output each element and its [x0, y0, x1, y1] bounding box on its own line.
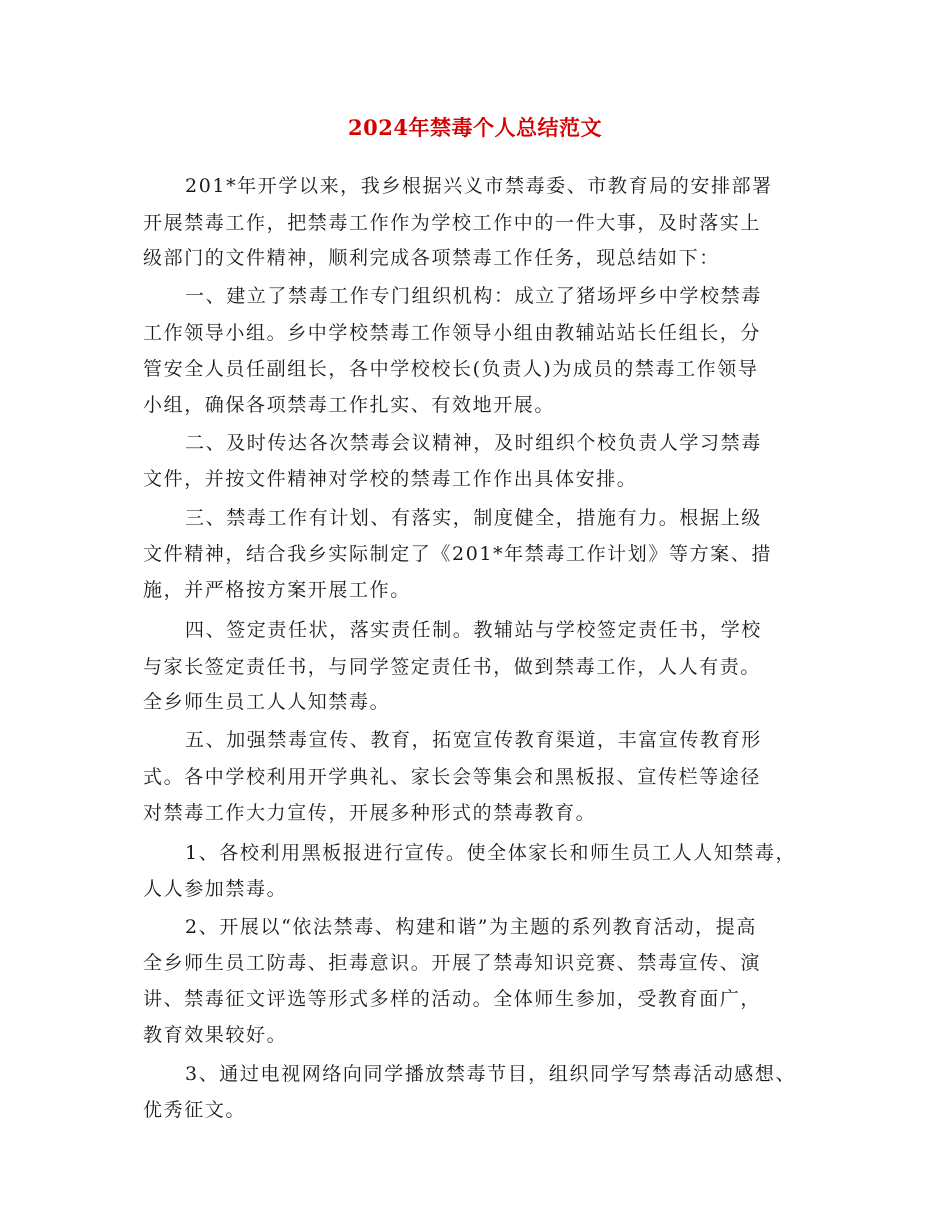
body-text-line: 教育效果较好。	[143, 1024, 288, 1046]
body-text-line: 小组，确保各项禁毒工作扎实、有效地开展。	[143, 394, 556, 416]
body-text-line: 1、各校利用黑板报进行宣传。使全体家长和师生员工人人知禁毒，	[185, 842, 797, 864]
body-text-line: 对禁毒工作大力宣传，开展多种形式的禁毒教育。	[143, 802, 597, 824]
body-text-line: 讲、禁毒征文评选等形式多样的活动。全体师生参加，受教育面广，	[143, 988, 762, 1010]
body-text-line: 2、开展以“依法禁毒、构建和谐”为主题的系列教育活动，提高	[185, 916, 757, 938]
body-text-line: 级部门的文件精神，顺利完成各项禁毒工作任务，现总结如下：	[143, 247, 720, 269]
body-text-line: 三、禁毒工作有计划、有落实，制度健全，措施有力。根据上级	[185, 507, 762, 529]
body-text-line: 一、建立了禁毒工作专门组织机构：成立了猪场坪乡中学校禁毒	[185, 285, 762, 307]
body-text-line: 开展禁毒工作，把禁毒工作作为学校工作中的一件大事，及时落实上	[143, 212, 762, 234]
body-text-line: 文件精神，结合我乡实际制定了《201*年禁毒工作计划》等方案、措	[143, 543, 772, 565]
document-title: 2024年禁毒个人总结范文	[348, 115, 602, 140]
body-text-line: 文件，并按文件精神对学校的禁毒工作作出具体安排。	[143, 468, 638, 490]
body-text-line: 与家长签定责任书，与同学签定责任书，做到禁毒工作，人人有责。	[143, 656, 762, 678]
body-text-line: 全乡师生员工人人知禁毒。	[143, 691, 391, 713]
body-text-line: 优秀征文。	[143, 1099, 247, 1121]
body-text-line: 二、及时传达各次禁毒会议精神，及时组织个校负责人学习禁毒	[185, 432, 762, 454]
body-text-line: 式。各中学校利用开学典礼、家长会等集会和黑板报、宣传栏等途径	[143, 766, 762, 788]
body-text-line: 四、签定责任状，落实责任制。教辅站与学校签定责任书，学校	[185, 619, 762, 641]
body-text-line: 人人参加禁毒。	[143, 878, 288, 900]
body-text-line: 五、加强禁毒宣传、教育，拓宽宣传教育渠道，丰富宣传教育形	[185, 729, 762, 751]
body-text-line: 3、通过电视网络向同学播放禁毒节目，组织同学写禁毒活动感想、	[185, 1063, 797, 1085]
body-text-line: 全乡师生员工防毒、拒毒意识。开展了禁毒知识竞赛、禁毒宣传、演	[143, 952, 762, 974]
body-text-line: 201*年开学以来，我乡根据兴义市禁毒委、市教育局的安排部署	[185, 175, 773, 197]
body-text-line: 工作领导小组。乡中学校禁毒工作领导小组由教辅站站长任组长，分	[143, 322, 762, 344]
body-text-line: 施，并严格按方案开展工作。	[143, 579, 411, 601]
body-text-line: 管安全人员任副组长，各中学校校长(负责人)为成员的禁毒工作领导	[143, 358, 759, 380]
